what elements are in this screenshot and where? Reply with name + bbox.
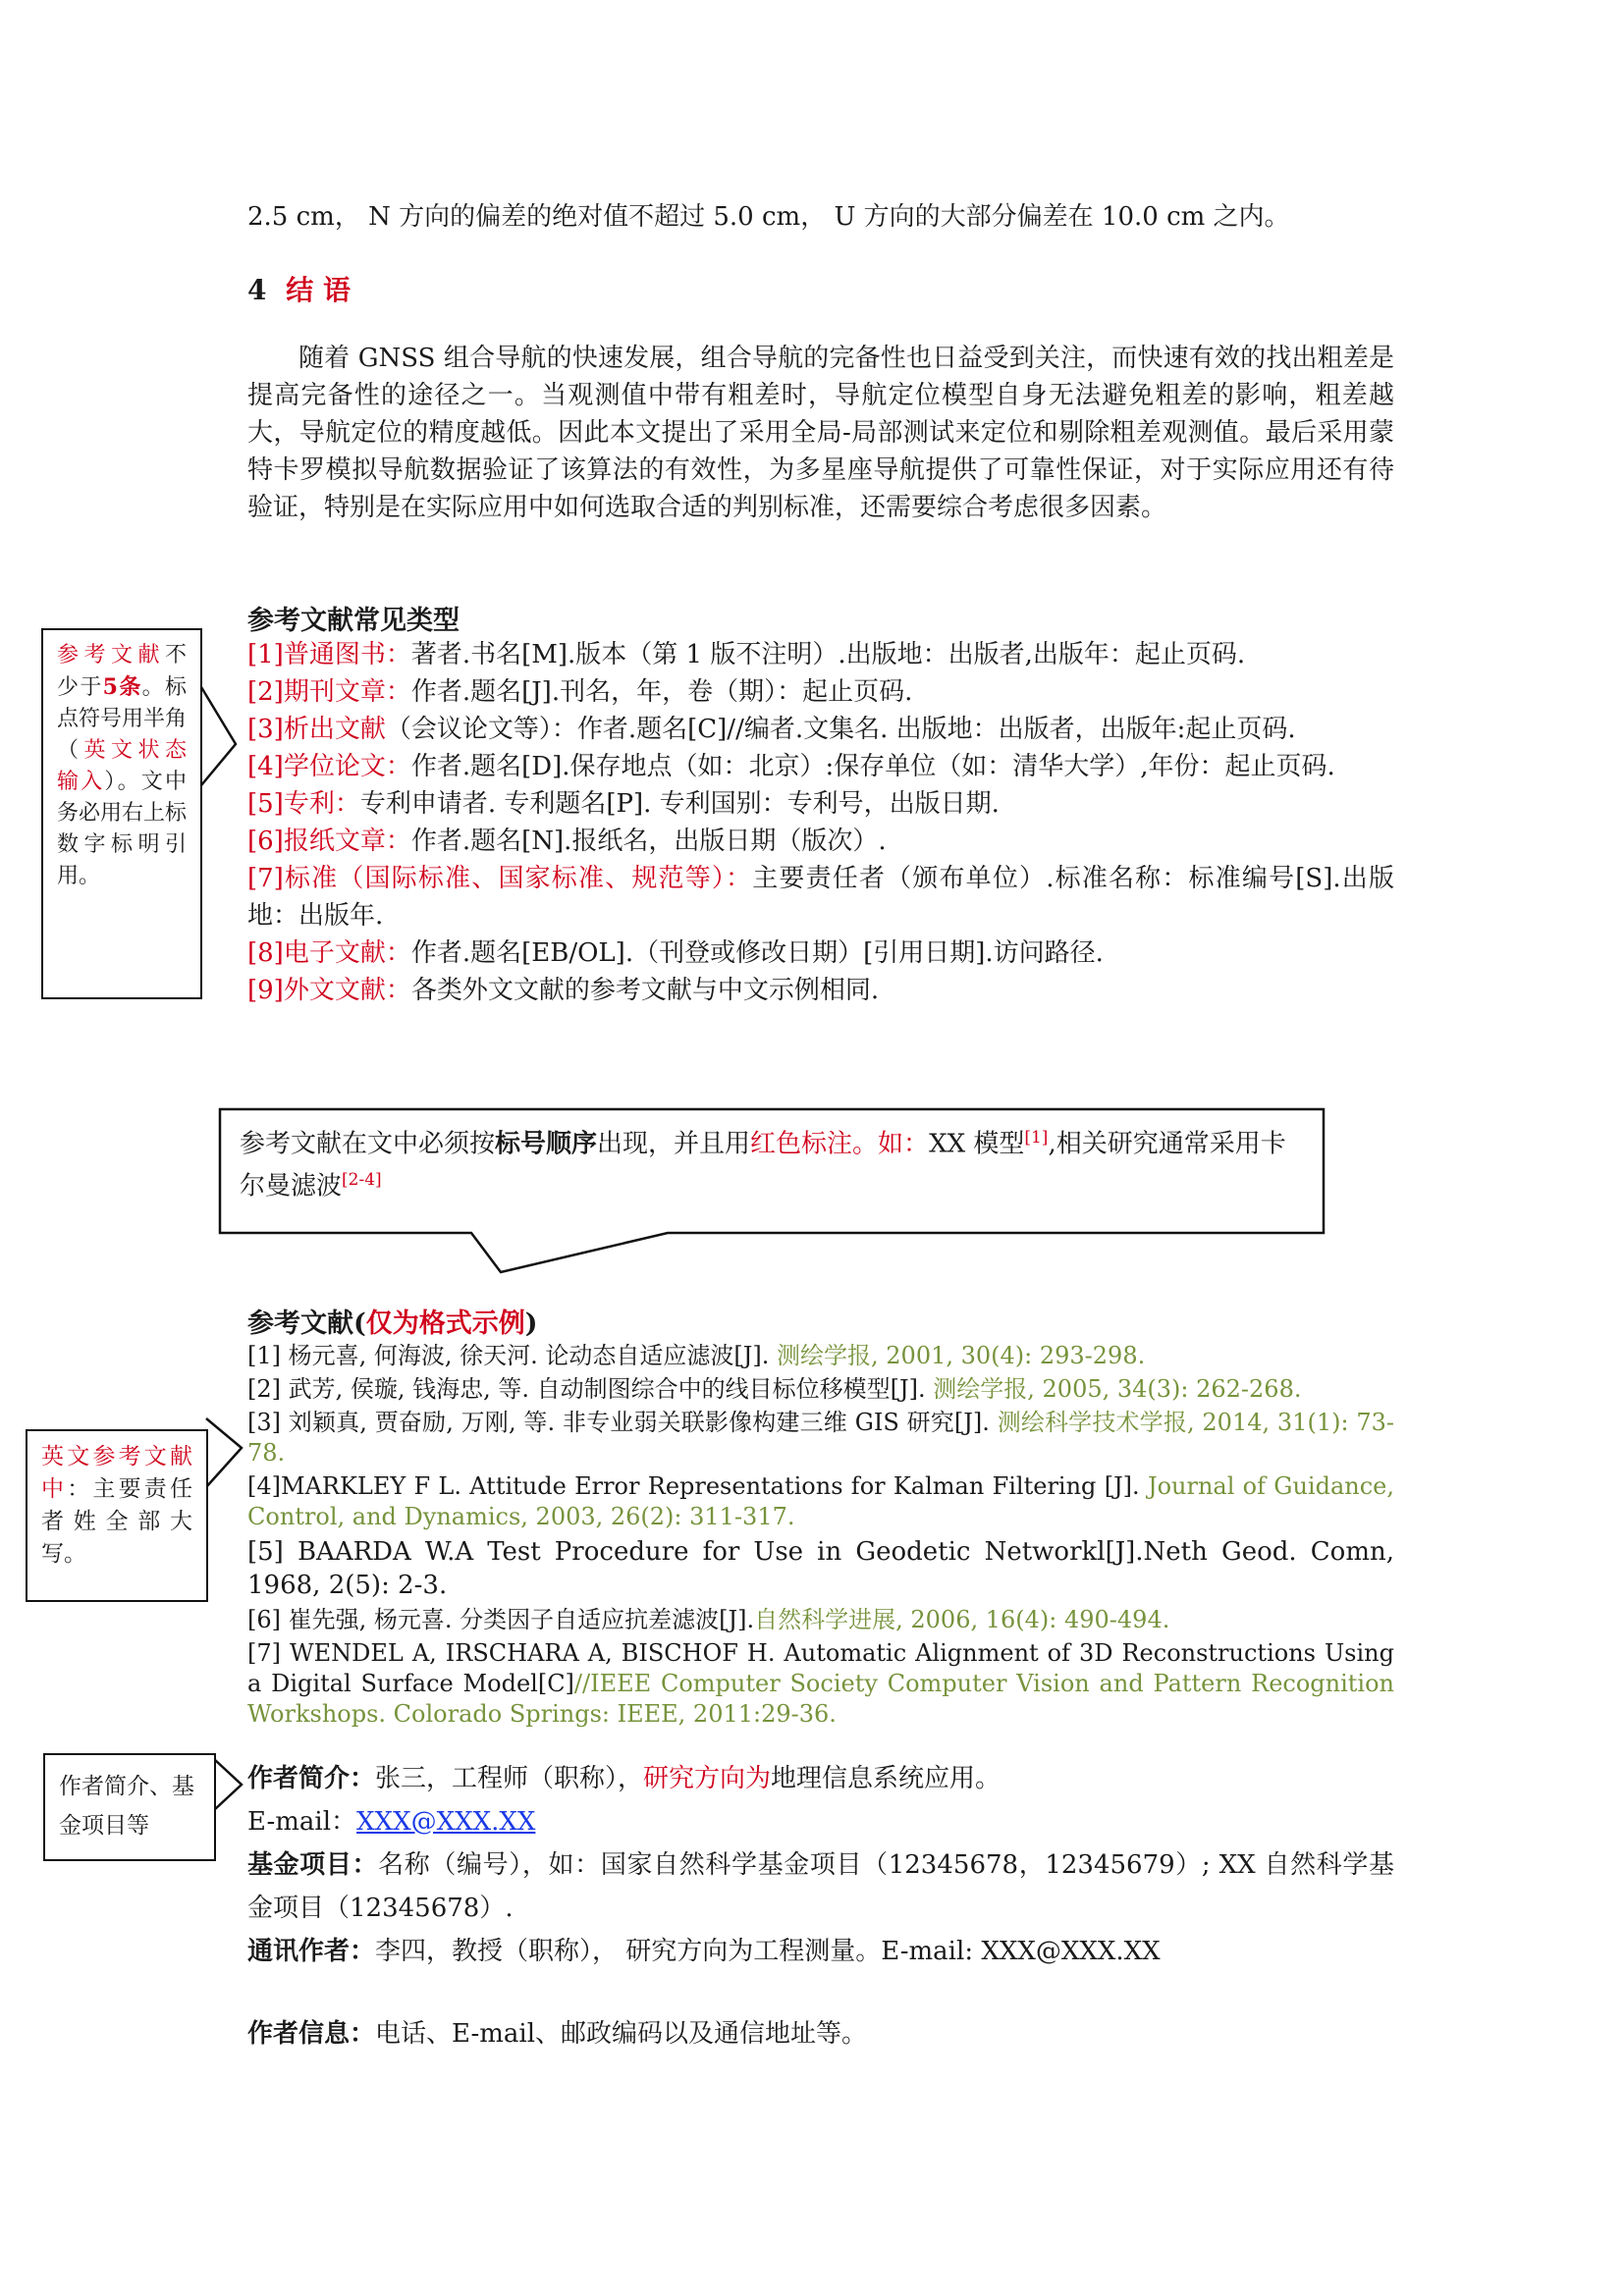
ref-type-item: [8]电子文献：作者.题名[EB/OL].（刊登或修改日期）[引用日期].访问路径. (247, 938, 1104, 968)
note-center: 参考文献在文中必须按标号顺序出现，并且用红色标注。如：XX 模型[1],相关研究通常采用卡尔曼滤波[2-4] (240, 1128, 1286, 1201)
note-left2: 英文参考文献中：主要责任者姓全部大写。 (26, 1429, 208, 1602)
conclusion-paragraph: 随着 GNSS 组合导航的快速发展，组合导航的完备性也日益受到关注，而快速有效的找出粗差是提高完备性的途径之一。当观测值中带有粗差时，导航定位模型自身无法避免粗差的影响，粗差越大，导航定位的精度越低。因此本文提出了采用全局-局部测试来定位和剔除粗差观测值。最后采用蒙特卡罗模拟导航数据验证了该算法的有效性，为多星座导航提供了可靠性保证，对于实际应用还有待验证，特别是在实际应用中如何选取合适的判别标准，还需要综合考虑很多因素。 (247, 344, 1394, 522)
ref-type-item: [6]报纸文章：作者.题名[N].报纸名，出版日期（版次）. (247, 827, 887, 856)
author-section (247, 1757, 1394, 2056)
reference-item: [3] 刘颖真, 贾奋励, 万刚, 等. 非专业弱关联影像构建三维 GIS 研究[J]. 测绘科学技术学报, 2014, 31(1): 73-78. (247, 1409, 1394, 1467)
refs-heading: 参考文献(仅为格式示例) (247, 1308, 538, 1339)
ref-type-item: [9]外文文献：各类外文文献的参考文献与中文示例相同. (247, 976, 880, 1005)
author-info: 作者信息：电话、E-mail、邮政编码以及通信地址等。 (247, 2019, 868, 2049)
author-intro: 作者简介：张三，工程师（职称），研究方向为地理信息系统应用。 (247, 1764, 1001, 1793)
note-left1: 参考文献不少于5条。标点符号用半角（英文状态输入）。文中务必用右上标数字标明引用。 (41, 628, 202, 999)
ref-type-item: [4]学位论文：作者.题名[D].保存地点（如：北京）:保存单位（如：清华大学）,年份：起止页码. (247, 752, 1335, 781)
ref-type-item: [1]普通图书：著者.书名[M].版本（第 1 版不注明）.出版地：出版者,出版年：起止页码. (247, 640, 1246, 669)
ref-type-item: [2]期刊文章：作者.题名[J].刊名，年，卷（期）：起止页码. (247, 677, 913, 707)
reference-item: [7] WENDEL A, IRSCHARA A, BISCHOF H. Automatic Alignment of 3D Reconstructions Using a Digital Surface Model[C]//IEEE Computer Society Computer Vision and Pattern Recognition Workshops. Colorado Springs: IEEE, 2011:29-36. (247, 1639, 1395, 1728)
reference-item: [5] BAARDA W.A Test Procedure for Use in Geodetic Networkl[J].Neth Geod. Comn, 1968, 2(5): 2-3. (247, 1537, 1394, 1600)
email-link[interactable]: XXX@XXX.XX (356, 1807, 536, 1837)
section-title: 结 语 (286, 274, 351, 306)
reference-item: [4]MARKLEY F L. Attitude Error Representations for Kalman Filtering [J]. Journal of Guidance, Control, and Dynamics, 2003, 26(2): 311-317. (247, 1472, 1394, 1530)
ref-types-heading: 参考文献常见类型 (247, 606, 460, 636)
section-number: 4 (247, 274, 267, 306)
ref-type-item: [7]标准（国际标准、国家标准、规范等）：主要责任者（颁布单位）.标准名称：标准编号[S].出版地：出版年. (247, 864, 1394, 931)
author-email: E-mail：XXX@XXX.XX (247, 1807, 536, 1837)
fund-info: 基金项目：名称（编号），如：国家自然科学基金项目（12345678，12345679）; XX 自然科学基金项目（12345678）. (247, 1850, 1394, 1923)
ref-type-item: [5]专利：专利申请者. 专利题名[P]. 专利国别：专利号，出版日期. (247, 789, 1000, 819)
reference-item: [2] 武芳, 侯璇, 钱海忠, 等. 自动制图综合中的线目标位移模型[J]. 测绘学报, 2005, 34(3): 262-268. (247, 1375, 1302, 1403)
ref-type-item: [3]析出文献（会议论文等）：作者.题名[C]//编者.文集名. 出版地：出版者，出版年:起止页码. (247, 715, 1296, 744)
intro-line: 2.5 cm， N 方向的偏差的绝对值不超过 5.0 cm， U 方向的大部分偏差在 10.0 cm 之内。 (247, 202, 1290, 232)
reference-item: [6] 崔先强, 杨元喜. 分类因子自适应抗差滤波[J].自然科学进展, 2006, 16(4): 490-494. (247, 1606, 1170, 1633)
corresponding-author: 通讯作者：李四，教授（职称）， 研究方向为工程测量。E-mail: XXX@XXX.XX (247, 1937, 1161, 1966)
note-left3: 作者简介、基金项目等 (43, 1753, 216, 1861)
reference-item: [1] 杨元喜, 何海波, 徐天河. 论动态自适应滤波[J]. 测绘学报, 2001, 30(4): 293-298. (247, 1342, 1146, 1369)
